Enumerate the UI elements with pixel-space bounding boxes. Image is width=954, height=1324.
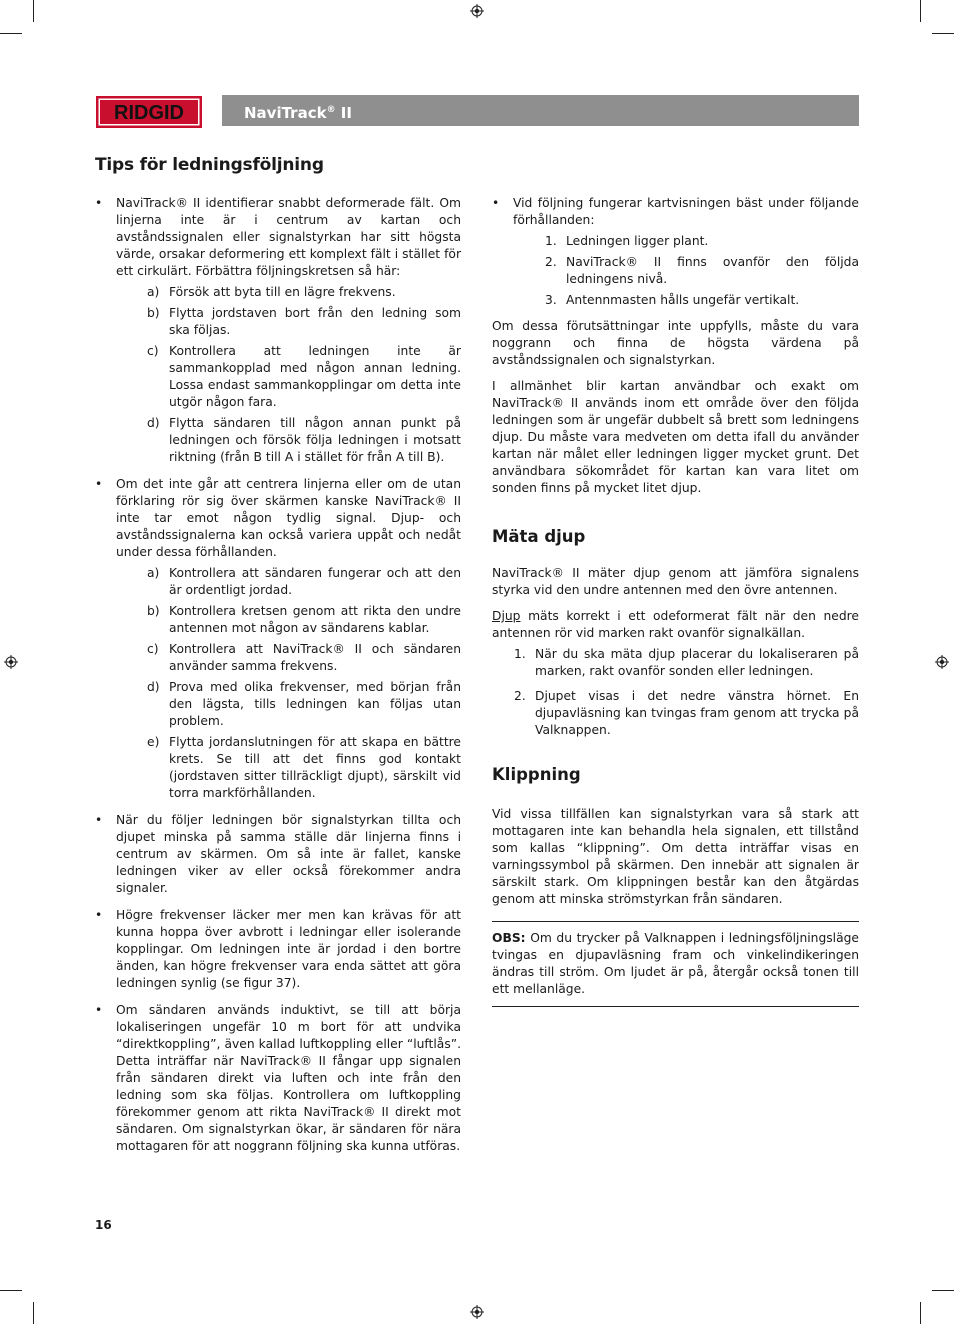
item-text: Ledningen ligger plant. (566, 234, 709, 248)
step-number: 2. (514, 689, 526, 703)
sub-text: Kontrollera att sändaren fungerar och att den är ordentligt jordad. (169, 566, 461, 597)
sub-text: Kontrollera att NaviTrack® II och sändaren använder samma frekvens. (169, 642, 461, 673)
bullet-text: • NaviTrack® II identifierar snabbt deformerade fält. Om linjerna inte är i centrum av kartan och avståndssignalen eller signalstyrkan har sitt högsta värde, orsakar deformering ett komplext fält i stället för ett cirkulärt. Förbättra följningskretsen så här: (116, 196, 461, 278)
sub-marker: e) (147, 735, 160, 749)
note-label: OBS: (492, 931, 526, 945)
bullet-item (95, 195, 461, 466)
item-number: 2. (545, 255, 557, 269)
crop-mark (33, 1302, 34, 1324)
crop-mark (0, 1290, 22, 1291)
bullet-item (95, 907, 461, 992)
item-text: NaviTrack® II finns ovanför den följda ledningens nivå. (566, 255, 859, 286)
right-column (492, 195, 859, 1007)
item-text: Antennmasten hålls ungefär vertikalt. (566, 293, 800, 307)
paragraph: Om dessa förutsättningar inte uppfylls, måste du vara noggrann och finna de högsta värdena på avståndssignalen och signalstyrkan. (492, 319, 859, 367)
sub-item (116, 284, 461, 301)
step-number: 1. (514, 647, 526, 661)
numbered-item (513, 254, 859, 288)
sub-item (116, 415, 461, 466)
crop-mark (932, 33, 954, 34)
sub-text: Kontrollera kretsen genom att rikta den undre antennen mot någon av sändarens kablar. (169, 604, 461, 635)
crop-mark (33, 0, 34, 22)
note-bottom-rule (492, 1006, 859, 1007)
bullet-text: • Om sändaren används induktivt, se till att börja lokaliseringen ungefär 10 m bort för att undvika “direktkoppling”, även kallad luftkoppling eller “luftlås”. Detta inträffar när NaviTrack® II fångar upp signalen från sändaren direkt via luften och inte från den ledning som ska följas. Kontrollera om luftkoppling förekommer genom att rikta NaviTrack® II direkt mot sändaren. Om signalstyrkan ökar, är sändaren för nära mottagaren för att noggrann följning ska kunna utföras. (116, 1003, 461, 1153)
sub-marker: a) (147, 285, 160, 299)
crop-mark (920, 0, 921, 22)
sub-item (116, 565, 461, 599)
sub-marker: d) (147, 416, 160, 430)
item-number: 3. (545, 293, 557, 307)
note-top-rule (492, 921, 859, 922)
bullet-item (95, 812, 461, 897)
sub-item (116, 679, 461, 730)
paragraph: I allmänhet blir kartan användbar och exakt om NaviTrack® II används inom ett område över den följda ledningen som är ungefär dubbelt så brett som ledningens djup. Du måste vara medveten om detta ifall du använder kartan när målet eller ledningen ligger mycket grunt. Det användbara sökområdet för kartan kan vara litet om sonden finns på mycket litet djup. (492, 379, 859, 495)
paragraph (492, 608, 859, 642)
paragraph: NaviTrack® II mäter djup genom att jämföra signalens styrka vid den undre antennen med den övre antennen. (492, 566, 859, 597)
sub-text: Flytta jordanslutningen för att skapa en bättre krets. Se till att det finns god kontakt (jordstaven sitter tillräckligt djupt), särskilt vid torra markförhållanden. (169, 735, 461, 800)
step-text: När du ska mäta djup placerar du lokaliseraren på marken, rakt ovanför sonden eller ledningen. (535, 647, 859, 678)
bullet-text: • Högre frekvenser läcker mer men kan krävas för att kunna hoppa över avbrott i ledningar eller isolerande kopplingar. Om ledningen inte är jordad i den bortre änden, kan högre frekvenser vara enda sättet att göra ledningen synlig (se figur 37). (116, 908, 461, 990)
product-suffix: II (335, 104, 352, 122)
note (492, 930, 859, 998)
sub-text: Flytta jordstaven bort från den ledning som ska följas. (169, 306, 461, 337)
heading-clipping: Klippning (492, 765, 581, 784)
sub-item (116, 734, 461, 802)
logo-text: RIDGID (114, 102, 184, 124)
bullet-item (492, 195, 859, 309)
registration-mark-icon (935, 655, 949, 669)
numbered-step (492, 646, 859, 680)
header-bar (222, 95, 859, 126)
item-number: 1. (545, 234, 557, 248)
registered-mark: ® (326, 105, 336, 115)
crop-mark (920, 1302, 921, 1324)
ridgid-logo (96, 96, 202, 128)
registration-mark-icon (470, 4, 484, 18)
heading-wrap (492, 505, 859, 557)
bullet-text: • När du följer ledningen bör signalstyrkan tillta och djupet minska på samma ställe där linjerna finns i centrum av skärmen. Om så inte är fallet, kanske ledningen viker av eller också förekommer andra signaler. (116, 813, 461, 895)
paragraph: Vid vissa tillfällen kan signalstyrkan vara så stark att mottagaren inte kan behandla hela signalen, ett tillstånd som kallas “klippning”. Om detta inträffar visas en varningssymbol på skärmen. Den innebär att signalen är särskilt stark. Om klippningen består kan den åtgärdas genom att minska strömstyrkan från sändaren. (492, 807, 859, 906)
bullet-text: • Vid följning fungerar kartvisningen bäst under följande förhållanden: (513, 196, 859, 227)
numbered-step (492, 688, 859, 739)
sub-text: Prova med olika frekvenser, med början från den lägsta, tills ledningen kan följas utan problem. (169, 680, 461, 728)
sub-text: Flytta sändaren till någon annan punkt på ledningen och försök följa ledningen i motsatt riktning (från B till A i stället för från A till B). (169, 416, 461, 464)
sub-marker: c) (147, 642, 159, 656)
product-name: NaviTrack (244, 104, 327, 122)
registration-mark-icon (470, 1305, 484, 1319)
heading-wrap (492, 739, 859, 795)
paragraph-rest: mäts korrekt i ett odeformerat fält när den nedre antennen rör vid marken rakt ovanför signalkällan. (492, 609, 859, 640)
numbered-item (513, 233, 859, 250)
page-number: 16 (95, 1218, 112, 1232)
sub-marker: b) (147, 604, 160, 618)
section-title: Tips för ledningsföljning (95, 155, 324, 175)
note-text: Om du trycker på Valknappen i ledningsföljningsläge tvingas en djupavläsning fram och vinkelindikeringen ändras till ström. Om ljudet är på, återgår också tonen till ett mellanläge. (492, 931, 859, 996)
bullet-text: • Om det inte går att centrera linjerna eller om de utan förklaring rör sig över skärmen kanske NaviTrack® II inte tar emot någon tydlig signal. Djup- och avståndssignalerna kan också variera uppåt och nedåt under dessa förhållanden. (116, 477, 461, 559)
bullet-item (95, 476, 461, 802)
sub-marker: c) (147, 344, 159, 358)
sub-item (116, 603, 461, 637)
sub-marker: a) (147, 566, 160, 580)
step-text: Djupet visas i det nedre vänstra hörnet. En djupavläsning kan tvingas fram genom att trycka på Valknappen. (535, 689, 859, 737)
underlined-word: Djup (492, 609, 521, 623)
bullet-item (95, 1002, 461, 1155)
sub-text: Försök att byta till en lägre frekvens. (169, 285, 396, 299)
crop-mark (932, 1290, 954, 1291)
sub-text: Kontrollera att ledningen inte är sammankopplad med någon annan ledning. Lossa endast sammankopplingar om detta inte utgör någon fara. (169, 344, 461, 409)
left-column (95, 195, 461, 1164)
sub-marker: b) (147, 306, 160, 320)
registration-mark-icon (4, 655, 18, 669)
sub-marker: d) (147, 680, 160, 694)
numbered-item (513, 292, 859, 309)
sub-item (116, 343, 461, 411)
sub-item (116, 641, 461, 675)
crop-mark (0, 33, 22, 34)
sub-item (116, 305, 461, 339)
heading-depth: Mäta djup (492, 527, 586, 546)
